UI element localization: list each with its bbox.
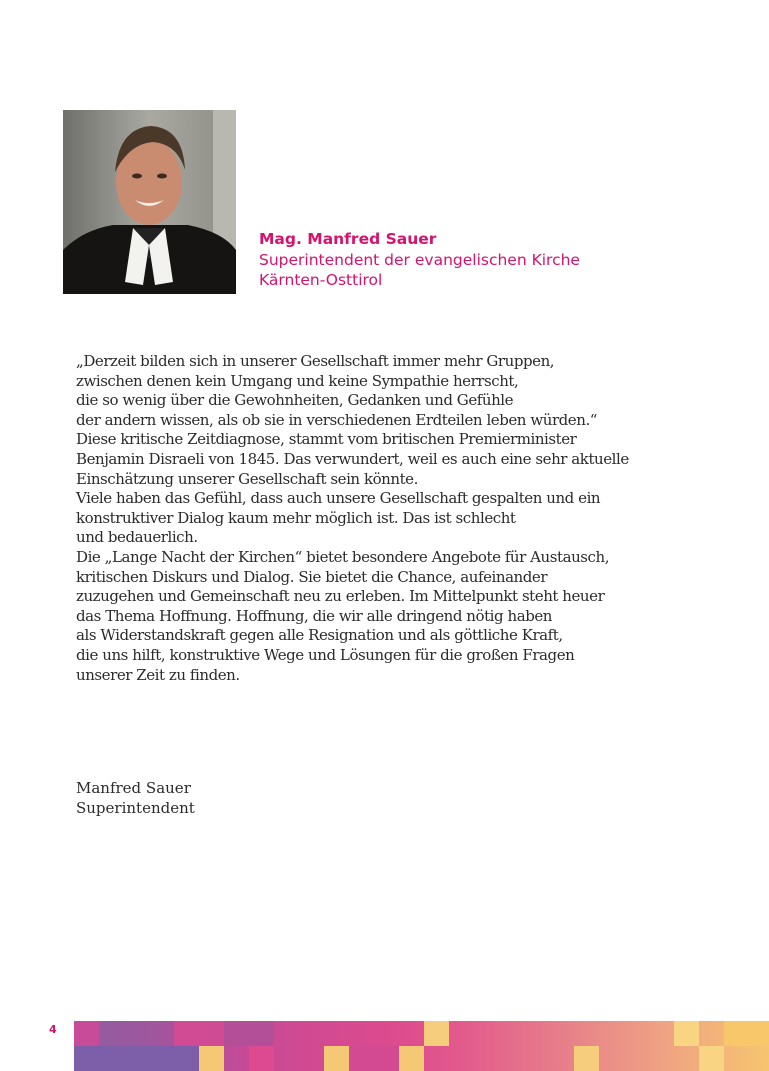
band-block xyxy=(174,1021,224,1046)
body-line: als Widerstandskraft gegen alle Resignation und als göttliche Kraft, xyxy=(76,626,563,645)
band-block xyxy=(674,1021,699,1046)
body-line: zuzugehen und Gemeinschaft neu zu erleben. Im Mittelpunkt steht heuer xyxy=(76,587,605,606)
band-block xyxy=(249,1046,274,1071)
band-block xyxy=(224,1021,274,1046)
letter-body xyxy=(76,352,756,685)
body-line: der andern wissen, als ob sie in verschiedenen Erdteilen leben würden.“ xyxy=(76,410,597,429)
author-info xyxy=(259,229,739,291)
signature xyxy=(76,778,195,818)
body-line: Die „Lange Nacht der Kirchen“ bietet besondere Angebote für Austausch, xyxy=(76,547,610,566)
body-line: und bedauerlich. xyxy=(76,528,198,547)
band-block xyxy=(349,1046,399,1071)
body-line: Diese kritische Zeitdiagnose, stammt vom britischen Premierminister xyxy=(76,430,577,449)
body-line: unserer Zeit zu finden. xyxy=(76,665,240,684)
body-line: zwischen denen kein Umgang und keine Sympathie herrscht, xyxy=(76,371,519,390)
author-portrait xyxy=(63,110,236,294)
body-line: Viele haben das Gefühl, dass auch unsere Gesellschaft gespalten und ein xyxy=(76,489,601,508)
band-block xyxy=(574,1046,599,1071)
decorative-color-band xyxy=(74,1021,769,1071)
author-title-line: Kärnten-Osttirol xyxy=(259,271,383,289)
body-line: das Thema Hoffnung. Hoffnung, die wir alle dringend nötig haben xyxy=(76,606,552,625)
band-block xyxy=(199,1046,224,1071)
body-line: „Derzeit bilden sich in unserer Gesellschaft immer mehr Gruppen, xyxy=(76,352,555,370)
band-block xyxy=(74,1046,199,1071)
body-line: Benjamin Disraeli von 1845. Das verwundert, weil es auch eine sehr aktuelle xyxy=(76,449,629,468)
band-block xyxy=(74,1021,99,1046)
signature-name: Manfred Sauer xyxy=(76,779,191,797)
body-line: die so wenig über die Gewohnheiten, Gedanken und Gefühle xyxy=(76,391,514,410)
band-block xyxy=(399,1046,424,1071)
body-line: Einschätzung unserer Gesellschaft sein könnte. xyxy=(76,469,418,488)
body-line: konstruktiver Dialog kaum mehr möglich ist. Das ist schlecht xyxy=(76,508,516,527)
band-block xyxy=(699,1046,724,1071)
band-block xyxy=(324,1046,349,1071)
signature-role: Superintendent xyxy=(76,799,195,817)
body-line: die uns hilft, konstruktive Wege und Lösungen für die großen Fragen xyxy=(76,645,575,664)
author-name: Mag. Manfred Sauer xyxy=(259,230,437,248)
author-title-line: Superintendent der evangelischen Kirche xyxy=(259,250,580,269)
band-block xyxy=(424,1021,449,1046)
body-line: kritischen Diskurs und Dialog. Sie bietet die Chance, aufeinander xyxy=(76,567,548,586)
band-block xyxy=(724,1021,769,1046)
page-number: 4 xyxy=(49,1023,57,1036)
